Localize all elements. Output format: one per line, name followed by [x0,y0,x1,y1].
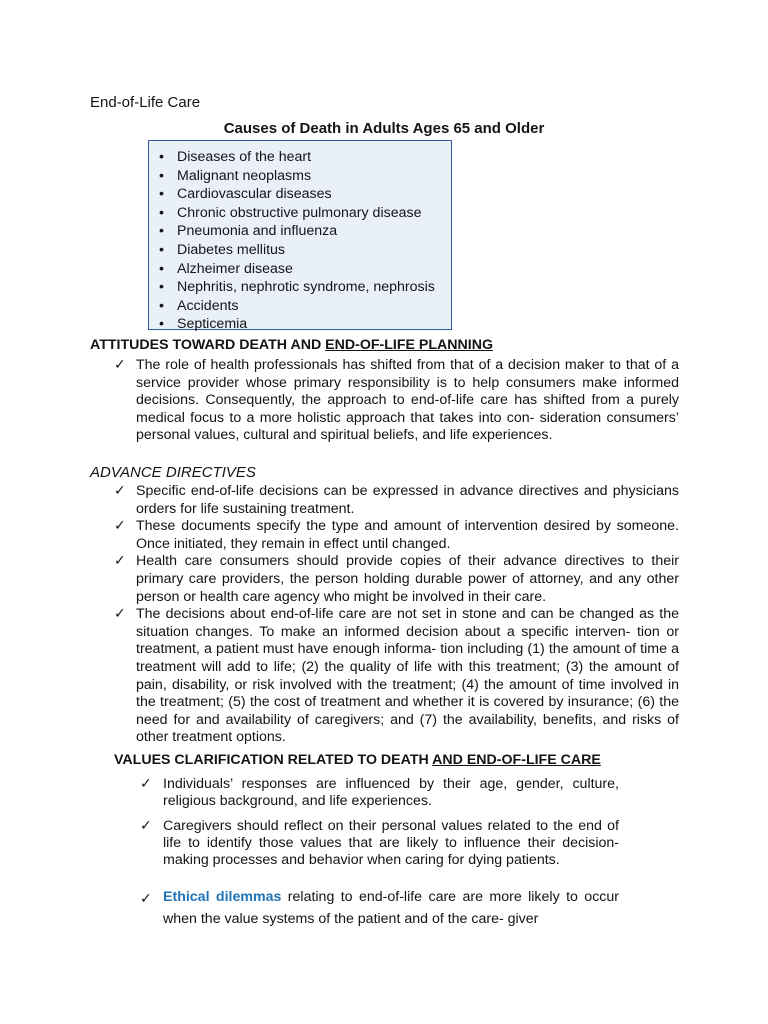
list-item-text: Individuals’ responses are influenced by their age, gender, culture, religious background, and life experiences. [163,776,619,809]
values-list [140,776,619,930]
check-icon: ✓ [114,483,126,499]
heading-underlined-text: AND END-OF-LIFE CARE [432,752,601,768]
heading-underlined-text: END-OF-LIFE PLANNING [325,337,494,353]
section-heading-attitudes [90,337,493,353]
check-icon: ✓ [140,818,152,834]
cause-item: • Chronic obstructive pulmonary disease [157,204,451,223]
section-heading-advance-directives: ADVANCE DIRECTIVES [90,464,256,481]
ethical-dilemmas-term: Ethical dilemmas [163,889,282,905]
list-item [140,776,619,810]
list-item-text: relating to end-of-life care are more likely to occur when the value systems of the patient and of the care- giver [163,889,619,927]
list-item-text: The decisions about end-of-life care are not set in stone and can be changed as the situation changes. To make an informed decision about a specific interven- tion or treatment, a patient must have enough informa- tion including (1) the amount of time a treatment will add to life; (2) the quality of life with this treatment; (3) the amount of pain, disability, or risk involved with the treatment; (4) the amount of time involved in the treatment; (5) the cost of treatment and whether it is covered by insurance; (6) the need for and availability of caregivers; and (7) the availability, benefits, and risks of other treatment options. [136,606,679,746]
cause-item: • Septicemia [157,315,451,334]
list-item-text: Specific end-of-life decisions can be expressed in advance directives and physicians orders for life sustaining treatment. [136,483,679,517]
list-item [114,553,679,606]
check-icon: ✓ [114,606,126,623]
list-item-text: The role of health professionals has shifted from that of a decision maker to that of a service provider whose primary responsibility is to help consumers make informed decisions. Consequently, the approach to end-of-life care has shifted from a purely medical focus to a more holistic approach that takes into con- sideration consumers’ personal values, cultural and spiritual beliefs, and life experiences. [136,357,679,444]
list-item [114,483,679,518]
cause-item: • Cardiovascular diseases [157,185,451,204]
heading-text: VALUES CLARIFICATION RELATED TO DEATH [114,752,433,768]
check-icon: ✓ [114,357,126,373]
document-title: End-of-Life Care [90,94,201,111]
check-icon: ✓ [140,776,152,792]
check-icon: ✓ [140,891,152,907]
list-item [114,606,679,747]
list-item [140,886,619,930]
list-item [114,357,679,445]
list-item [140,818,619,869]
attitudes-list [114,357,679,445]
cause-item: • Diseases of the heart [157,148,451,167]
cause-item: • Diabetes mellitus [157,241,451,260]
list-item [114,518,679,553]
cause-item: • Malignant neoplasms [157,167,451,186]
cause-item: • Pneumonia and influenza [157,222,451,241]
cause-item: • Nephritis, nephrotic syndrome, nephrosis [157,278,451,297]
list-item-text: Caregivers should reflect on their personal values related to the end of life to identify those values that are likely to influence their decision-making processes and behavior when caring for dying patients. [163,818,619,868]
list-item-text: Health care consumers should provide copies of their advance directives to their primary care providers, the person holding durable power of attorney, and any other person or health care agency who might be involved in their care. [136,553,679,605]
cause-item: • Accidents [157,297,451,316]
check-icon: ✓ [114,553,126,570]
list-item-text: These documents specify the type and amount of intervention desired by someone. Once initiated, they remain in effect until changed. [136,518,679,552]
check-icon: ✓ [114,518,126,535]
heading-text: ATTITUDES TOWARD DEATH AND [90,337,326,353]
cause-item: • Alzheimer disease [157,260,451,279]
causes-box [148,140,452,333]
causes-list [157,148,451,334]
causes-box-title: Causes of Death in Adults Ages 65 and Older [223,120,545,137]
section-heading-values [114,752,601,768]
advance-directives-list [114,483,679,747]
